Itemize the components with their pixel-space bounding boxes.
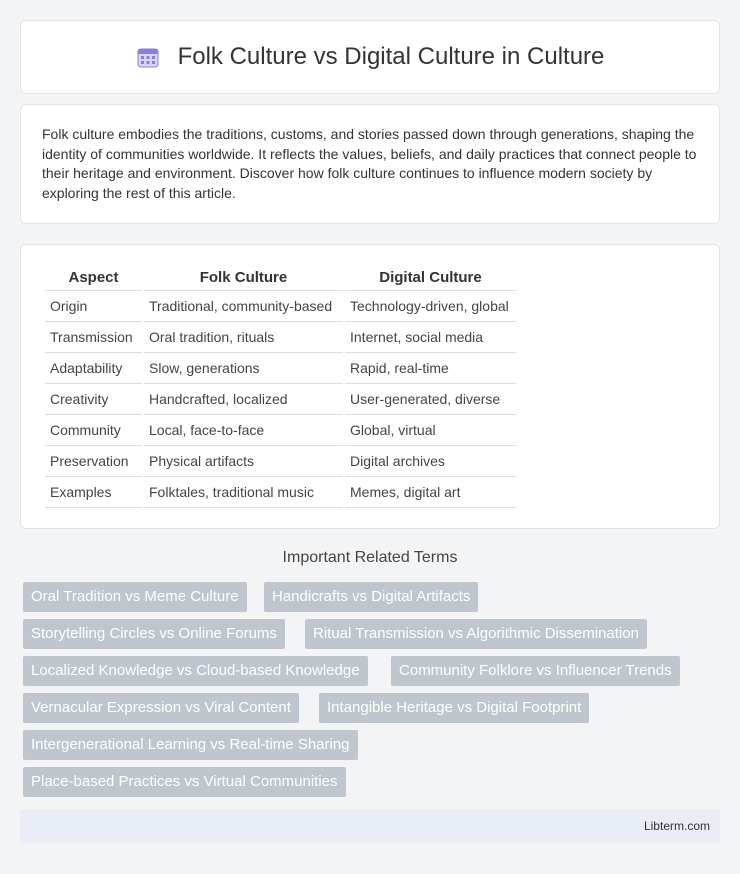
table-row xyxy=(45,291,516,322)
cell-folk-culture: Slow, generations xyxy=(144,353,343,384)
related-term-tag[interactable]: Intangible Heritage vs Digital Footprint xyxy=(319,693,589,723)
cell-digital-culture: Internet, social media xyxy=(345,322,516,353)
table-row xyxy=(45,353,516,384)
cell-digital-culture: Digital archives xyxy=(345,446,516,477)
table-row xyxy=(45,384,516,415)
table-header-row xyxy=(45,265,516,291)
header-aspect: Aspect xyxy=(45,265,142,291)
comparison-card xyxy=(20,244,720,529)
cell-digital-culture: Rapid, real-time xyxy=(345,353,516,384)
cell-digital-culture: Memes, digital art xyxy=(345,477,516,508)
cell-digital-culture: Global, virtual xyxy=(345,415,516,446)
table-row xyxy=(45,322,516,353)
cell-folk-culture: Folktales, traditional music xyxy=(144,477,343,508)
page-title: Folk Culture vs Digital Culture in Culture xyxy=(177,43,605,70)
cell-aspect: Origin xyxy=(45,291,142,322)
cell-folk-culture: Local, face-to-face xyxy=(144,415,343,446)
cell-folk-culture: Traditional, community-based xyxy=(144,291,343,322)
footer-site-link[interactable]: Libterm.com xyxy=(643,819,710,833)
related-term-tag[interactable]: Storytelling Circles vs Online Forums xyxy=(23,619,285,649)
header-card xyxy=(20,20,720,94)
cell-folk-culture: Oral tradition, rituals xyxy=(144,322,343,353)
intro-text: Folk culture embodies the traditions, customs, and stories passed down through generations, shaping the identity of communities worldwide. It reflects the values, beliefs, and daily practices that connect people to their heritage and environment. Discover how folk culture continues to influence modern society by exploring the rest of this article. xyxy=(42,126,697,201)
related-term-tag[interactable]: Handicrafts vs Digital Artifacts xyxy=(264,582,478,612)
related-term-tag[interactable]: Place-based Practices vs Virtual Communities xyxy=(23,767,346,797)
cell-aspect: Preservation xyxy=(45,446,142,477)
cell-folk-culture: Handcrafted, localized xyxy=(144,384,343,415)
cell-folk-culture: Physical artifacts xyxy=(144,446,343,477)
comparison-table xyxy=(43,265,518,508)
related-term-tag[interactable]: Oral Tradition vs Meme Culture xyxy=(23,582,247,612)
header-folk-culture: Folk Culture xyxy=(144,265,343,291)
calendar-icon xyxy=(136,45,160,69)
related-term-tag[interactable]: Localized Knowledge vs Cloud-based Knowledge xyxy=(23,656,368,686)
cell-digital-culture: User-generated, diverse xyxy=(345,384,516,415)
related-term-tag[interactable]: Ritual Transmission vs Algorithmic Dissemination xyxy=(305,619,647,649)
related-term-tag[interactable]: Community Folklore vs Influencer Trends xyxy=(391,656,680,686)
intro-card xyxy=(20,104,720,224)
related-term-tag[interactable]: Vernacular Expression vs Viral Content xyxy=(23,693,299,723)
table-row xyxy=(45,446,516,477)
cell-aspect: Adaptability xyxy=(45,353,142,384)
cell-aspect: Creativity xyxy=(45,384,142,415)
header-digital-culture: Digital Culture xyxy=(345,265,516,291)
cell-digital-culture: Technology-driven, global xyxy=(345,291,516,322)
related-terms-title: Important Related Terms xyxy=(282,549,458,566)
cell-aspect: Community xyxy=(45,415,142,446)
footer xyxy=(20,810,720,843)
table-row xyxy=(45,415,516,446)
table-row xyxy=(45,477,516,508)
cell-aspect: Examples xyxy=(45,477,142,508)
related-term-tag[interactable]: Intergenerational Learning vs Real-time Sharing xyxy=(23,730,358,760)
cell-aspect: Transmission xyxy=(45,322,142,353)
